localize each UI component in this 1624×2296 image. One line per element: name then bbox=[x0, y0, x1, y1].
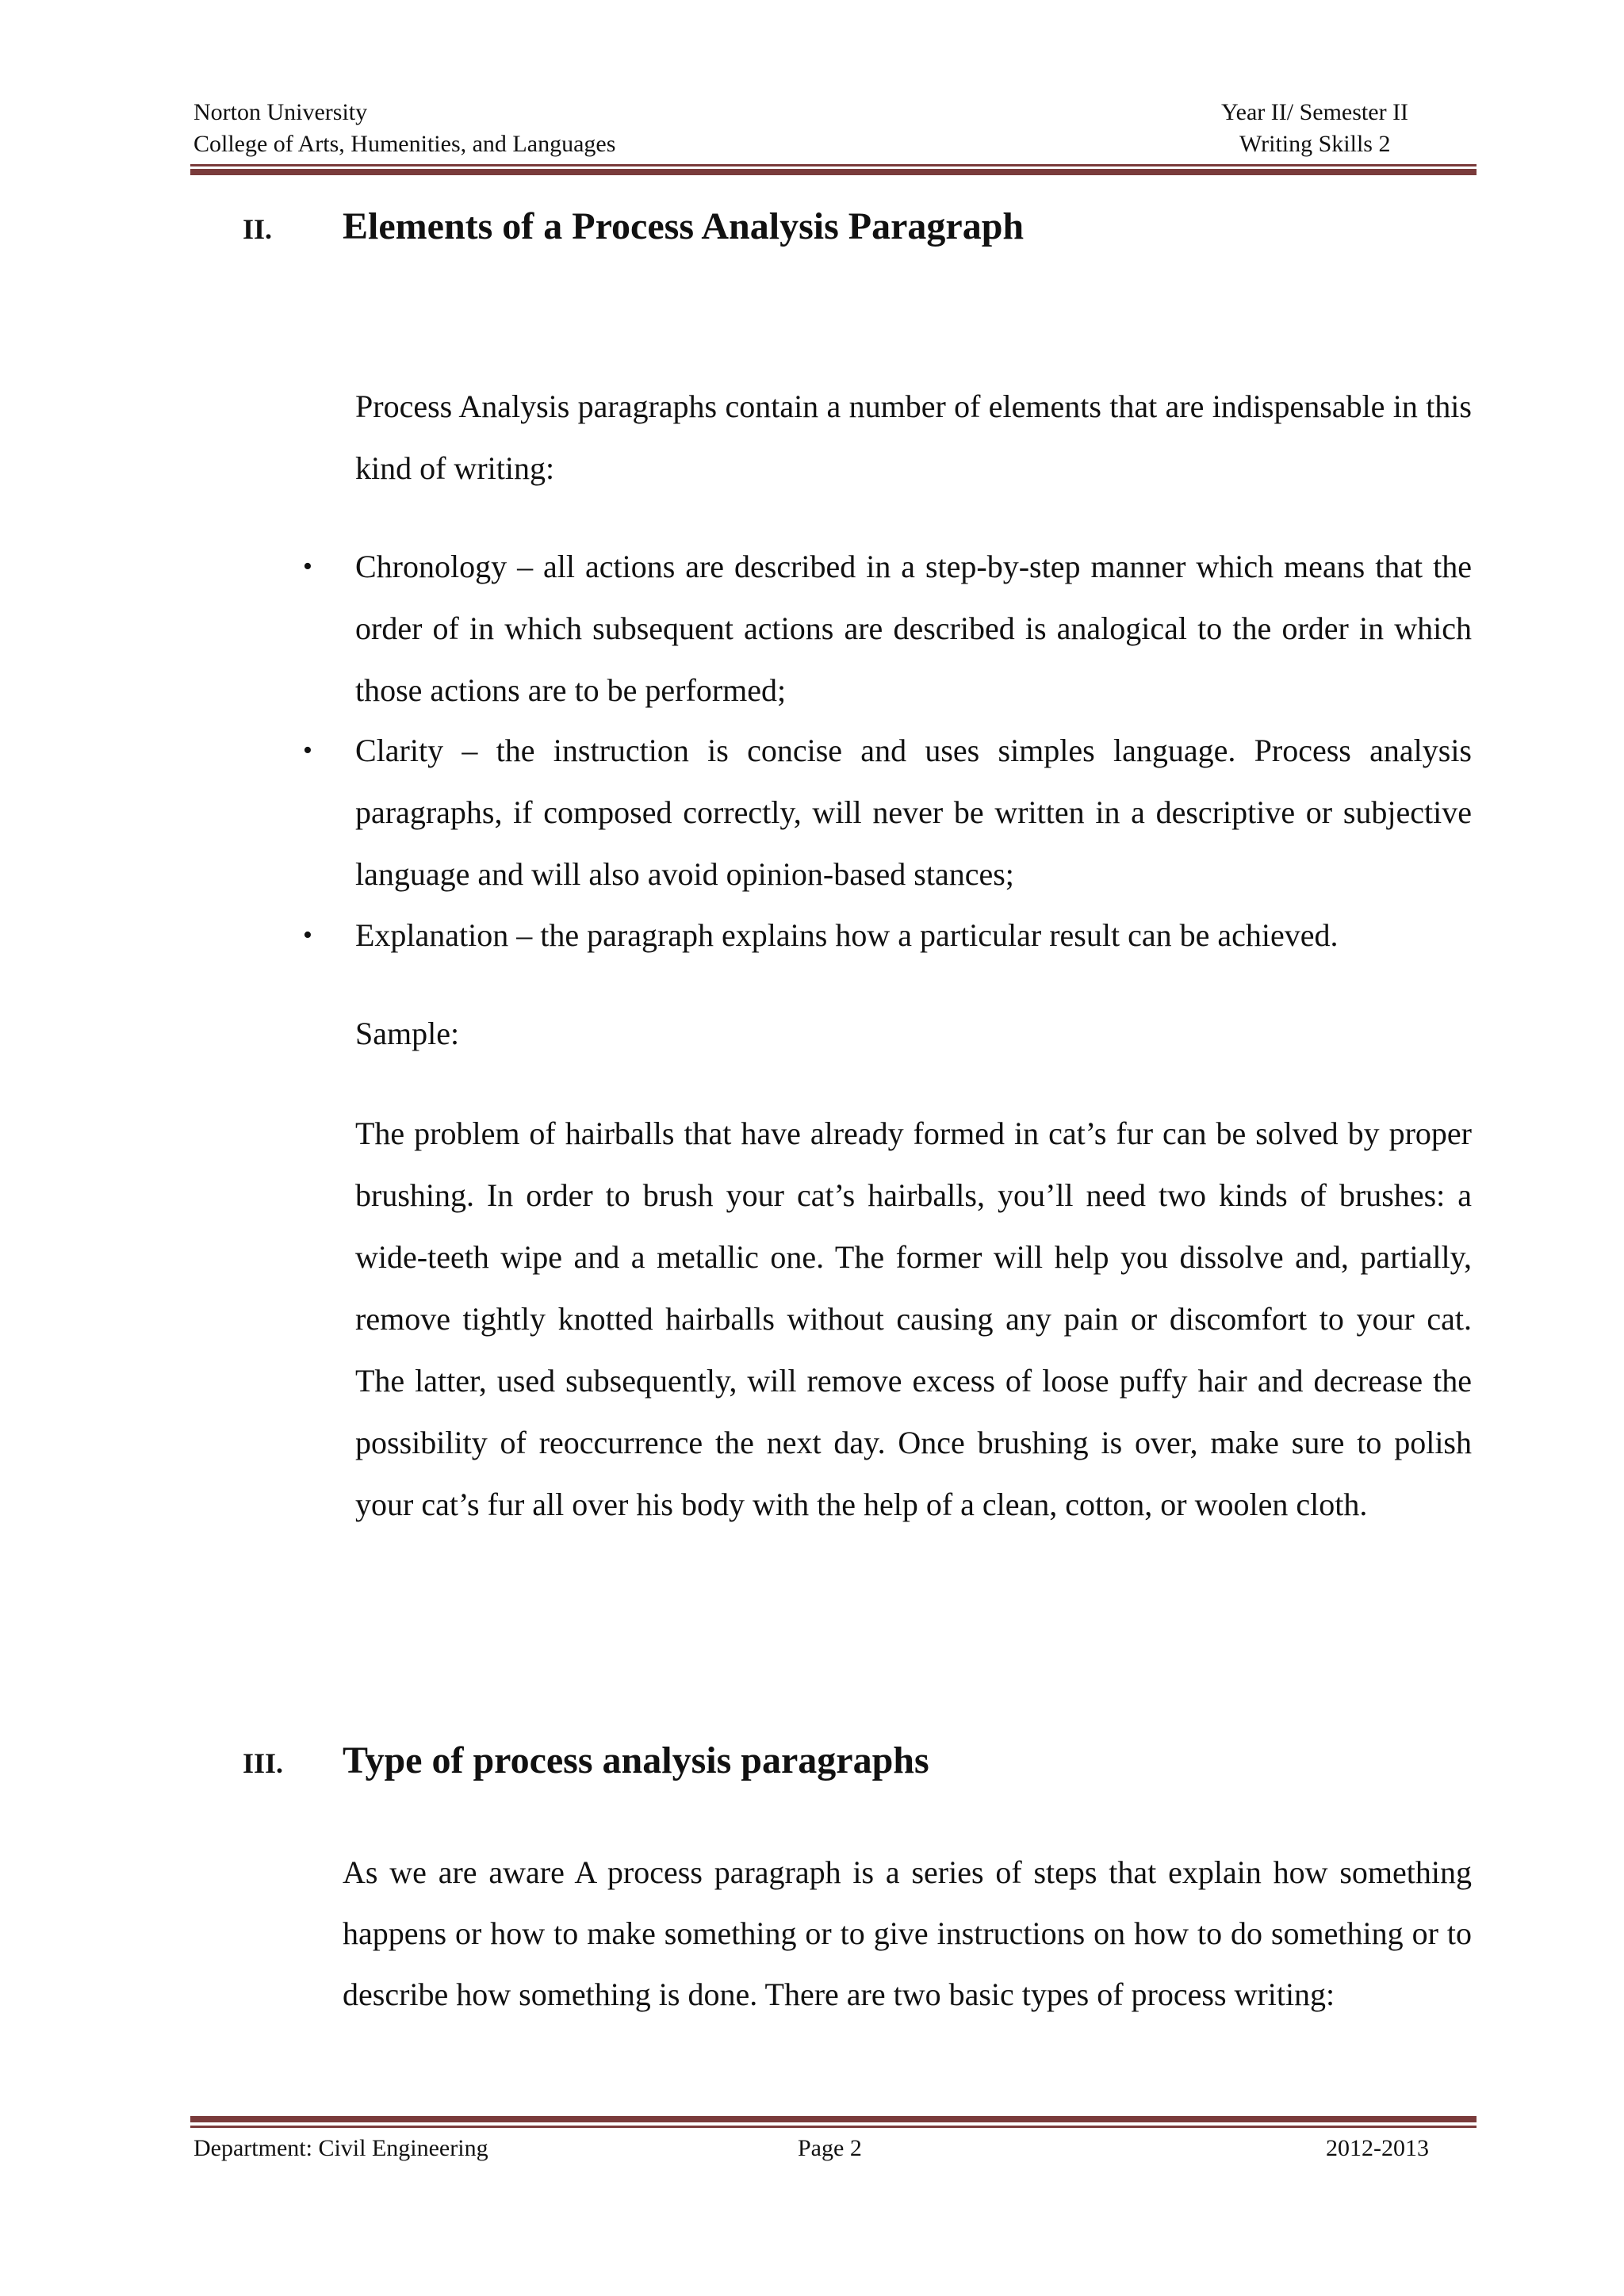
footer-rule-thick bbox=[190, 2116, 1477, 2122]
footer-rule-thin bbox=[190, 2126, 1477, 2128]
section-2-number: II. bbox=[243, 213, 273, 245]
bullet-item-chronology: Chronology – all actions are described in a step-by-step manner which means that the order of in which subsequent actions are described is analogical to the order in which those actions are to be performed; bbox=[355, 549, 1472, 708]
section-3-number: III. bbox=[243, 1747, 284, 1779]
footer-department: Department: Civil Engineering bbox=[193, 2135, 488, 2161]
section-3-title: Type of process analysis paragraphs bbox=[343, 1739, 929, 1781]
bullet-item-clarity: Clarity – the instruction is concise and uses simples language. Process analysis paragraphs, if composed correctly, will never be written in a descriptive or subjective language and will also avoid opinion-based stances; bbox=[355, 733, 1472, 892]
header-college: College of Arts, Humenities, and Languages bbox=[193, 131, 616, 157]
header-course: Writing Skills 2 bbox=[1239, 131, 1391, 157]
section-2-title: Elements of a Process Analysis Paragraph bbox=[343, 205, 1025, 247]
footer-year: 2012-2013 bbox=[1326, 2135, 1429, 2161]
bullet-dot: • bbox=[303, 552, 312, 581]
header-rule-thick bbox=[190, 169, 1477, 175]
footer-page-number: Page 2 bbox=[798, 2135, 862, 2161]
header-rule-thin bbox=[190, 164, 1477, 166]
section-2-intro: Process Analysis paragraphs contain a number of elements that are indispensable in this kind of writing: bbox=[355, 388, 1472, 486]
sample-paragraph: The problem of hairballs that have already formed in cat’s fur can be solved by proper brushing. In order to brush your cat’s hairballs, you’ll need two kinds of brushes: a wide-teeth wipe and a metallic one. The former will help you dissolve and, partially, remove tightly knotted hairballs without causing any pain or discomfort to your cat. The latter, used subsequently, will remove excess of loose puffy hair and decrease the possibility of reoccurrence the next day. Once brushing is over, make sure to polish your cat’s fur all over his body with the help of a clean, cotton, or woolen cloth. bbox=[355, 1115, 1472, 1522]
bullet-dot: • bbox=[303, 920, 312, 950]
section-3-body: As we are aware A process paragraph is a series of steps that explain how something happens or how to make something or to give instructions on how to do something or to describe how something is done. There are two basic types of process writing: bbox=[343, 1854, 1472, 2012]
header-year-semester: Year II/ Semester II bbox=[1221, 99, 1409, 125]
header-university: Norton University bbox=[193, 99, 368, 125]
bullet-item-explanation: Explanation – the paragraph explains how a particular result can be achieved. bbox=[355, 917, 1339, 953]
sample-label: Sample: bbox=[355, 1016, 460, 1051]
bullet-dot: • bbox=[303, 736, 312, 765]
